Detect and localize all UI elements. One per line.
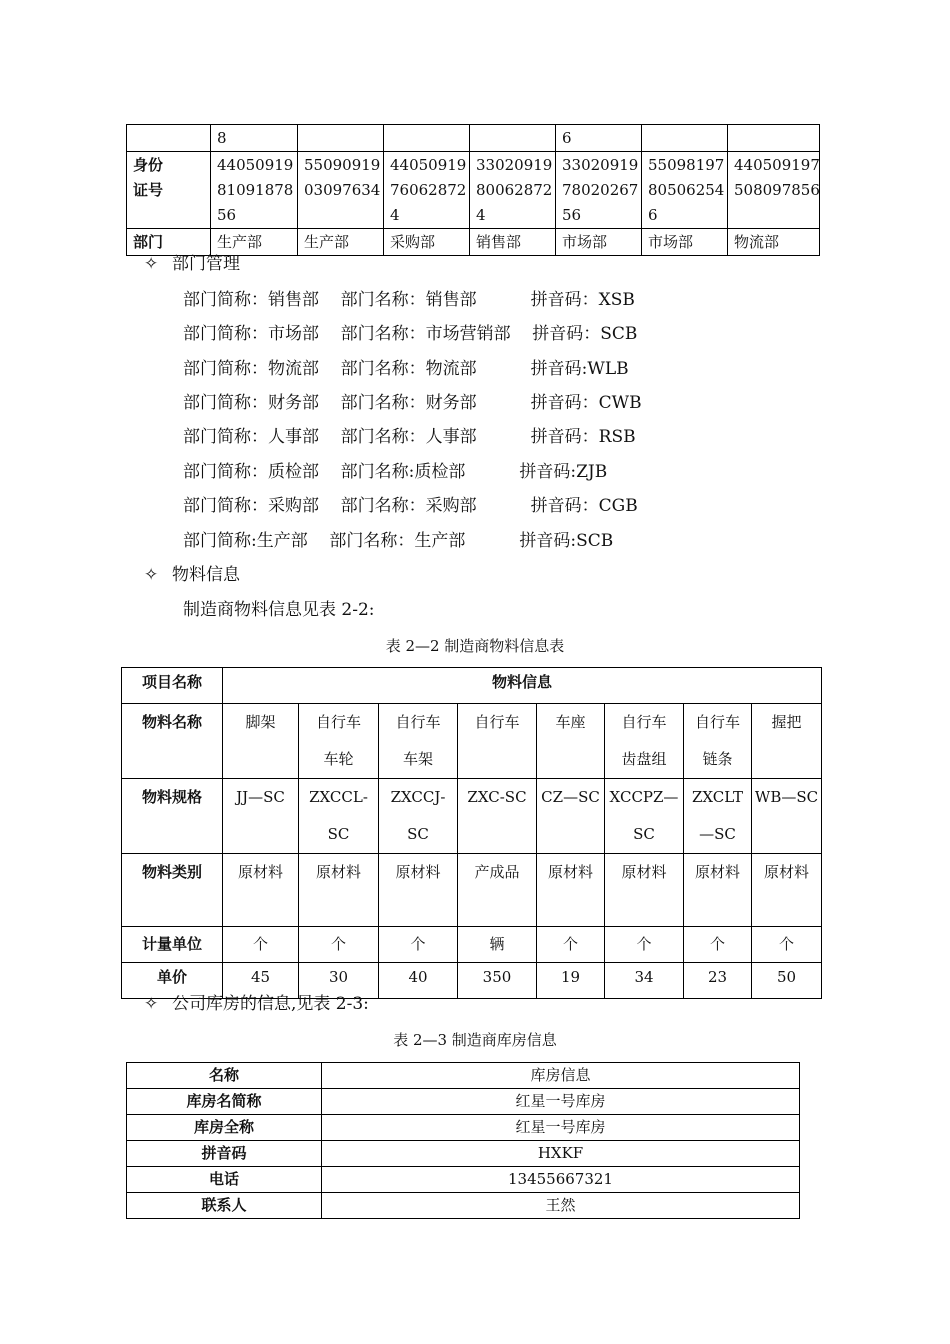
section-heading-material (144, 564, 240, 586)
diamond-bullet-icon: ✧ (144, 565, 159, 585)
table-cell: ZXCCJ- SC (379, 779, 458, 854)
table-cell: 原材料 (299, 854, 379, 927)
row-key: 拼音码 (127, 1141, 322, 1167)
cell-line: 55090919 (304, 156, 381, 174)
table-cell: 原材料 (537, 854, 605, 927)
table-cell: 物流部 (728, 229, 820, 256)
table-cell: 自行车 车架 (379, 704, 458, 779)
table-cell: 个 (684, 927, 752, 963)
department-entry: 部门简称：市场部 部门名称：市场营销部 拼音码：SCB (183, 324, 638, 344)
table-cell: 个 (223, 927, 299, 963)
row-key: 电话 (127, 1167, 322, 1193)
row-key: 库房名简称 (127, 1089, 322, 1115)
cell-line: 33020919 (476, 156, 553, 174)
row-key: 名称 (127, 1063, 322, 1089)
table-cell (470, 152, 556, 229)
row-key: 库房全称 (127, 1115, 322, 1141)
row-header: 计量单位 (122, 927, 223, 963)
department-entry: 部门简称：采购部 部门名称：采购部 拼音码：CGB (183, 496, 638, 516)
section-heading-warehouse (144, 993, 369, 1015)
table-cell: 50 (752, 963, 822, 999)
table-row (127, 1063, 800, 1089)
table-cell: 45 (223, 963, 299, 999)
department-entry: 部门简称：财务部 部门名称：财务部 拼音码：CWB (183, 393, 642, 413)
department-entry: 部门简称：销售部 部门名称：销售部 拼音码：XSB (183, 290, 635, 310)
table-row (127, 229, 820, 256)
table-cell: 30 (299, 963, 379, 999)
table-cell: 市场部 (556, 229, 642, 256)
material-table (121, 667, 822, 999)
cell-line: 44050919 (390, 156, 467, 174)
table-cell: 车座 (537, 704, 605, 779)
table-cell: 自行车 车轮 (299, 704, 379, 779)
row-header: 物料规格 (122, 779, 223, 854)
table-cell: ZXC-SC (458, 779, 537, 854)
table-cell: 原材料 (684, 854, 752, 927)
table-cell: 自行车 (458, 704, 537, 779)
section-heading-department (144, 253, 240, 275)
table-cell (384, 125, 470, 152)
row-value: 13455667321 (322, 1167, 800, 1193)
table-row (122, 854, 822, 927)
table-cell: ZXCCL- SC (299, 779, 379, 854)
table-cell (298, 125, 384, 152)
cell-line: 78020267 (562, 181, 639, 199)
row-value: 红星一号库房 (322, 1115, 800, 1141)
table-row (127, 1089, 800, 1115)
table-cell: 原材料 (752, 854, 822, 927)
table-cell: CZ—SC (537, 779, 605, 854)
table-cell: 个 (299, 927, 379, 963)
cell-line: 81091878 (217, 181, 294, 199)
table-cell (728, 152, 820, 229)
cell-line: 56 (562, 206, 582, 224)
table-cell: XCCPZ— SC (605, 779, 684, 854)
section-title: 物料信息 (172, 565, 240, 585)
table-cell: 19 (537, 963, 605, 999)
cell-line: 80062872 (476, 181, 553, 199)
table-cell: 个 (537, 927, 605, 963)
row-value: 库房信息 (322, 1063, 800, 1089)
row-value: 红星一号库房 (322, 1089, 800, 1115)
material-intro: 制造商物料信息见表 2-2: (183, 600, 375, 620)
table-cell (384, 152, 470, 229)
row-value: HXKF (322, 1141, 800, 1167)
table-row (127, 1193, 800, 1219)
diamond-bullet-icon: ✧ (144, 254, 159, 274)
table-row (122, 779, 822, 854)
cell-line: 56 (217, 206, 237, 224)
table-caption: 表 2—2 制造商物料信息表 (385, 637, 565, 655)
table-cell: 个 (379, 927, 458, 963)
cell-line: 4 (476, 206, 486, 224)
section-title: 部门管理 (172, 254, 240, 274)
cell-line: 440509197 (734, 156, 820, 174)
table-cell: 6 (556, 125, 642, 152)
table-cell: WB—SC (752, 779, 822, 854)
table-row (127, 1141, 800, 1167)
table-cell: 个 (605, 927, 684, 963)
table-cell (127, 125, 211, 152)
diamond-bullet-icon: ✧ (144, 994, 159, 1014)
table-cell: 原材料 (605, 854, 684, 927)
header-item-name: 项目名称 (122, 668, 223, 704)
table-cell: 脚架 (223, 704, 299, 779)
table-cell: 采购部 (384, 229, 470, 256)
cell-line: 508097856 (734, 181, 820, 199)
table-cell (642, 152, 728, 229)
table-cell: 产成品 (458, 854, 537, 927)
id-department-table (126, 124, 820, 256)
table-cell: 生产部 (211, 229, 298, 256)
table-cell: 原材料 (379, 854, 458, 927)
table-cell: 市场部 (642, 229, 728, 256)
cell-line: 76062872 (390, 181, 467, 199)
table-cell: 个 (752, 927, 822, 963)
department-entry: 部门简称：人事部 部门名称：人事部 拼音码：RSB (183, 427, 636, 447)
table-cell (556, 152, 642, 229)
department-entry: 部门简称：物流部 部门名称：物流部 拼音码:WLB (183, 359, 629, 379)
row-header: 物料名称 (122, 704, 223, 779)
row-header-line: 身份 (133, 156, 164, 174)
table-cell: JJ—SC (223, 779, 299, 854)
row-header: 物料类别 (122, 854, 223, 927)
table-row (122, 704, 822, 779)
table-cell: 生产部 (298, 229, 384, 256)
table-cell: 23 (684, 963, 752, 999)
table-cell (728, 125, 820, 152)
table-row (127, 1115, 800, 1141)
table-caption: 表 2—3 制造商库房信息 (393, 1031, 557, 1049)
table-cell (642, 125, 728, 152)
table-cell: 34 (605, 963, 684, 999)
table-cell: 原材料 (223, 854, 299, 927)
table-cell (298, 152, 384, 229)
table-cell: 握把 (752, 704, 822, 779)
cell-line: 33020919 (562, 156, 639, 174)
table-cell: 40 (379, 963, 458, 999)
cell-line: 6 (648, 206, 658, 224)
department-entry: 部门简称:生产部 部门名称：生产部 拼音码:SCB (183, 531, 614, 551)
row-value: 王然 (322, 1193, 800, 1219)
table-cell: 辆 (458, 927, 537, 963)
table-row (122, 927, 822, 963)
row-header-line: 证号 (133, 181, 164, 199)
table-cell: 350 (458, 963, 537, 999)
table-cell: 销售部 (470, 229, 556, 256)
department-entry: 部门简称：质检部 部门名称:质检部 拼音码:ZJB (183, 462, 608, 482)
cell-line: 4 (390, 206, 400, 224)
row-header-id-number (127, 152, 211, 229)
table-cell: 自行车 链条 (684, 704, 752, 779)
row-key: 联系人 (127, 1193, 322, 1219)
cell-line: 55098197 (648, 156, 725, 174)
row-header-department: 部门 (127, 229, 211, 256)
table-cell: ZXCLT —SC (684, 779, 752, 854)
table-cell: 8 (211, 125, 298, 152)
table-row (127, 152, 820, 229)
cell-line: 03097634 (304, 181, 381, 199)
cell-line: 80506254 (648, 181, 725, 199)
cell-line: 44050919 (217, 156, 294, 174)
table-cell (470, 125, 556, 152)
table-header-row (122, 668, 822, 704)
table-row (127, 125, 820, 152)
table-cell (211, 152, 298, 229)
header-material-info: 物料信息 (223, 668, 822, 704)
warehouse-table (126, 1062, 800, 1219)
section-title: 公司库房的信息,见表 2-3: (172, 994, 369, 1014)
table-cell: 自行车 齿盘组 (605, 704, 684, 779)
row-header: 单价 (122, 963, 223, 999)
table-row (127, 1167, 800, 1193)
